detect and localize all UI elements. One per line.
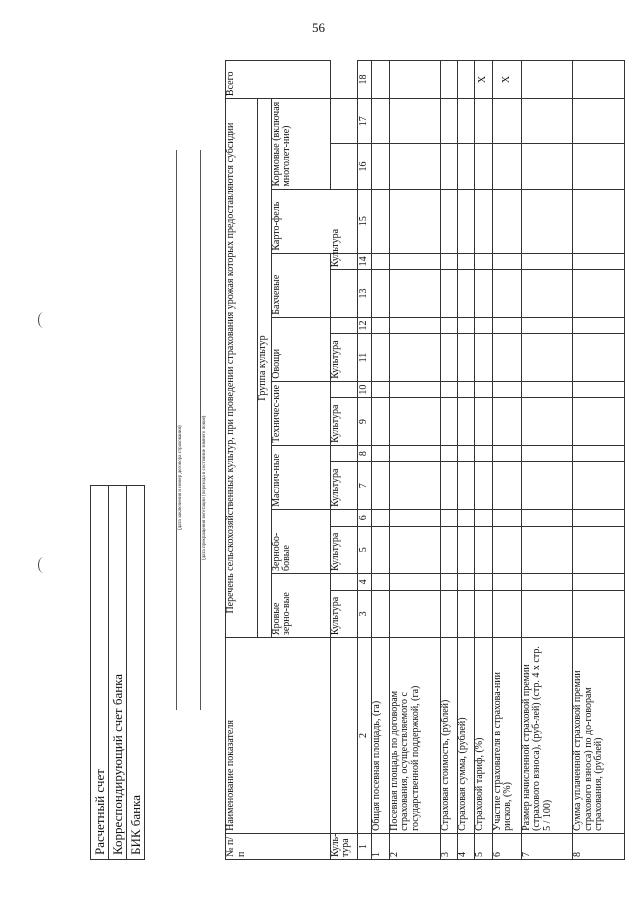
value-cell [475,445,492,462]
kultura-label: Культура [330,398,357,445]
scan-mark [38,557,49,573]
kultura-label: Культура [330,253,357,270]
value-cell [475,509,492,526]
row-label: Размер начисленной страховой премии (страхового взноса), (руб-лей) (стр. 4 х стр. 5 / 100) [521,638,572,834]
group-fodder: Кормовые (включая многолет-ние) [271,99,330,189]
value-cell [458,445,475,462]
group-vegetables: Овощи [271,317,330,381]
value-cell [521,509,572,526]
table-row [521,61,572,860]
value-cell [389,445,440,462]
value-cell [441,189,458,253]
value-cell [372,381,389,398]
col-number: 3 [357,590,372,637]
value-cell [492,398,521,445]
value-cell [521,381,572,398]
col-number: 7 [357,462,372,509]
value-cell [475,253,492,270]
value-cell [389,270,440,317]
value-cell [573,509,625,526]
total-cell [372,61,389,99]
value-cell [389,509,440,526]
value-cell [573,99,625,144]
group-legumes: Зернобо-бовые [271,509,330,573]
value-cell [475,590,492,637]
value-cell [475,317,492,334]
group-spring-grain: Яровые зерно-вые [271,574,330,638]
value-cell [521,574,572,591]
kultura-blank [330,270,357,317]
value-cell [521,270,572,317]
kultura-label: Культура [330,526,357,573]
value-cell [492,526,521,573]
rotated-form [90,60,635,860]
kultura-label: Куль-тура [330,833,357,859]
value-cell [521,590,572,637]
value-cell [521,398,572,445]
value-cell [441,590,458,637]
table-row [475,61,492,860]
value-cell [372,99,389,144]
value-cell [492,189,521,253]
date-caption: (дата заключения и номер договора страхования) [178,425,183,530]
value-cell [492,445,521,462]
value-cell [372,334,389,381]
col-number: 13 [357,270,372,317]
kultura-blank [330,638,357,834]
value-cell [372,144,389,189]
header-group-title: Группа культур [257,99,271,638]
col-number: 1 [357,833,372,859]
total-cell: X [492,61,521,99]
value-cell [389,317,440,334]
row-label: Страховая стоимость, (рублей) [441,638,458,834]
value-cell [389,189,440,253]
value-cell [372,317,389,334]
value-cell [389,144,440,189]
value-cell [458,398,475,445]
table-row [573,61,625,860]
value-cell [458,189,475,253]
value-cell [389,462,440,509]
value-cell [573,253,625,270]
value-cell [492,99,521,144]
value-cell [372,398,389,445]
row-number: 8 [573,833,625,859]
value-cell [492,317,521,334]
value-cell [441,317,458,334]
value-cell [475,334,492,381]
value-cell [573,445,625,462]
value-cell [458,99,475,144]
value-cell [458,462,475,509]
col-number: 4 [357,574,372,591]
value-cell [521,462,572,509]
group-melons: Бахчевые [271,253,330,317]
kultura-label: Культура [330,334,357,381]
header-total: Всего [226,61,331,99]
value-cell [458,270,475,317]
value-cell [492,574,521,591]
table-row [389,61,440,860]
value-cell [492,590,521,637]
period-underline [200,150,201,710]
value-cell [441,574,458,591]
col-number: 17 [357,99,372,144]
value-cell [521,253,572,270]
header-name: Наименование показателя [226,638,331,834]
col-number: 12 [357,317,372,334]
kultura-blank [330,317,357,334]
value-cell [573,334,625,381]
total-cell [458,61,475,99]
value-cell [441,99,458,144]
value-cell [492,144,521,189]
bank-row-label: БИК банка [127,486,145,860]
value-cell [521,526,572,573]
value-cell [441,445,458,462]
value-cell [492,381,521,398]
col-number: 18 [357,61,372,99]
value-cell [573,317,625,334]
header-list-title: Перечень сельскохозяйственных культур, при проведении страхования урожая которых предоставляются субсидии [226,99,258,638]
value-cell [372,253,389,270]
kultura-blank [330,381,357,398]
col-number: 10 [357,381,372,398]
value-cell [458,144,475,189]
kultura-label: Культура [330,590,357,637]
date-underline [176,150,177,710]
value-cell [441,270,458,317]
value-cell [458,590,475,637]
value-cell [573,462,625,509]
table-row [372,61,389,860]
row-number: 3 [441,833,458,859]
value-cell [372,590,389,637]
header-no: № п/п [226,833,331,859]
value-cell [389,590,440,637]
value-cell [372,462,389,509]
value-cell [475,574,492,591]
row-number: 7 [521,833,572,859]
scan-mark [38,312,49,328]
value-cell [492,253,521,270]
value-cell [492,334,521,381]
row-number: 2 [389,833,440,859]
value-cell [441,253,458,270]
value-cell [389,398,440,445]
value-cell [475,462,492,509]
value-cell [389,574,440,591]
total-cell: X [475,61,492,99]
value-cell [521,317,572,334]
value-cell [458,317,475,334]
value-cell [573,144,625,189]
value-cell [441,526,458,573]
value-cell [492,509,521,526]
value-cell [475,526,492,573]
table-row [458,61,475,860]
value-cell [441,144,458,189]
col-number: 2 [357,638,372,834]
value-cell [573,526,625,573]
value-cell [458,381,475,398]
group-oilseeds: Маслич-ные [271,445,330,509]
value-cell [389,526,440,573]
value-cell [458,574,475,591]
value-cell [573,574,625,591]
value-cell [372,526,389,573]
value-cell [492,270,521,317]
value-cell [372,270,389,317]
row-number: 6 [492,833,521,859]
bank-details-table [90,485,145,860]
value-cell [458,253,475,270]
total-cell [573,61,625,99]
row-label: Сумма уплаченной страховой премии страхового взноса) по до-говорам страхования, (рублей) [573,638,625,834]
value-cell [521,99,572,144]
value-cell [475,144,492,189]
value-cell [573,270,625,317]
bank-row-label: Расчетный счет [91,486,109,860]
bank-row-label: Корреспондирующий счет банка [109,486,127,860]
value-cell [372,189,389,253]
value-cell [441,334,458,381]
col-number: 11 [357,334,372,381]
col-number: 6 [357,509,372,526]
row-label: Страховой тариф, (%) [475,638,492,834]
col-number: 5 [357,526,372,573]
row-number: 5 [475,833,492,859]
value-cell [372,445,389,462]
kultura-blank [330,99,357,144]
table-row [492,61,521,860]
value-cell [389,381,440,398]
row-number: 4 [458,833,475,859]
row-label: Посевная площадь по договорам страхования, осуществляемого с государственной поддержкой, (га) [389,638,440,834]
total-cell [441,61,458,99]
value-cell [372,574,389,591]
value-cell [521,144,572,189]
value-cell [372,509,389,526]
page-number: 56 [312,20,325,35]
kultura-label: Культура [330,462,357,509]
kultura-blank [330,574,357,591]
value-cell [458,509,475,526]
group-technical: Техничес-кие [271,381,330,445]
kultura-blank [330,509,357,526]
value-cell [458,334,475,381]
value-cell [475,189,492,253]
value-cell [475,381,492,398]
value-cell [458,526,475,573]
col-number: 8 [357,445,372,462]
value-cell [389,253,440,270]
kultura-blank [330,445,357,462]
value-cell [389,99,440,144]
row-label: Страховая сумма, (рублей) [458,638,475,834]
value-cell [573,381,625,398]
insurance-table [225,60,625,860]
value-cell [521,445,572,462]
col-number: 14 [357,253,372,270]
kultura-blank [330,144,357,189]
row-number: 1 [372,833,389,859]
value-cell [573,590,625,637]
period-caption: (дата прекращения вегетации (перехода в состояние зимнего покоя) [202,415,207,560]
col-number: 9 [357,398,372,445]
table-row [441,61,458,860]
value-cell [492,462,521,509]
group-potato: Карто-фель [271,189,357,253]
value-cell [573,398,625,445]
value-cell [441,509,458,526]
value-cell [441,381,458,398]
col-number: 16 [357,144,372,189]
value-cell [521,334,572,381]
value-cell [475,398,492,445]
value-cell [441,398,458,445]
row-label: Участие страхователя в страхова-нии рисков, (%) [492,638,521,834]
value-cell [389,334,440,381]
value-cell [521,189,572,253]
col-number: 15 [357,189,372,253]
value-cell [475,99,492,144]
value-cell [441,462,458,509]
value-cell [573,189,625,253]
row-label: Общая посевная площадь, (га) [372,638,389,834]
value-cell [475,270,492,317]
total-cell [521,61,572,99]
total-cell [389,61,440,99]
